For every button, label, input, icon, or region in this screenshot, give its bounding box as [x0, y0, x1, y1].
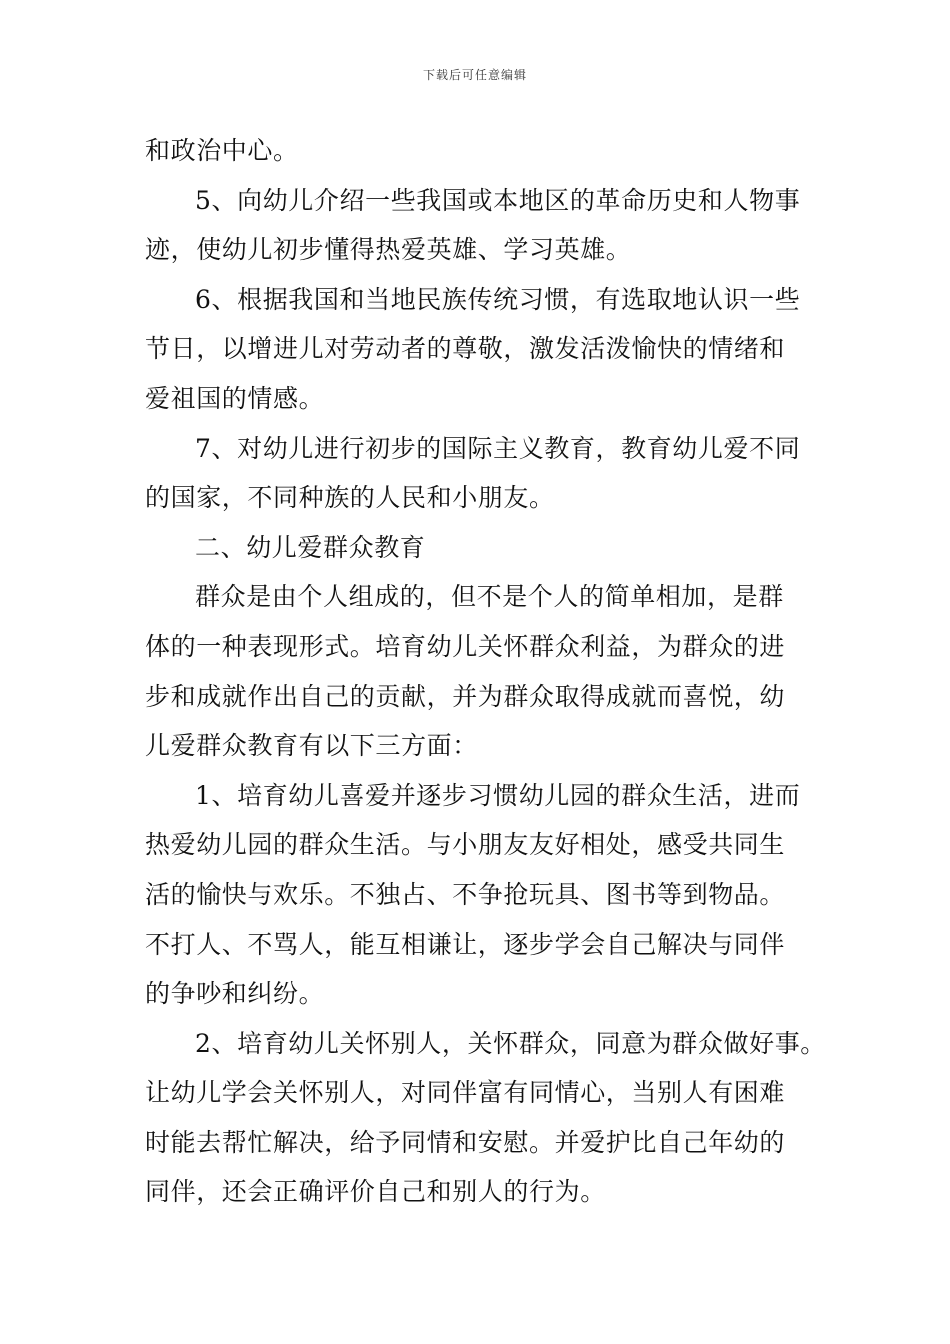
text-line: 1、培育幼儿喜爱并逐步习惯幼儿园的群众生活，进而	[195, 780, 801, 810]
text-line: 活的愉快与欢乐。不独占、不争抢玩具、图书等到物品。	[145, 879, 786, 909]
text-line: 群众是由个人组成的，但不是个人的简单相加，是群	[195, 582, 784, 612]
text-line: 的国家，不同种族的人民和小朋友。	[145, 483, 555, 513]
text-line: 时能去帮忙解决，给予同情和安慰。并爱护比自己年幼的	[145, 1127, 786, 1157]
text-line: 节日，以增进儿对劳动者的尊敬，激发活泼愉快的情绪和	[145, 334, 786, 364]
text-line: 迹，使幼儿初步懂得热爱英雄、学习英雄。	[145, 235, 632, 265]
text-line: 7、对幼儿进行初步的国际主义教育，教育幼儿爱不同	[195, 433, 801, 463]
text-line: 的争吵和纠纷。	[145, 979, 325, 1009]
text-line: 儿爱群众教育有以下三方面：	[145, 731, 478, 761]
text-line: 体的一种表现形式。培育幼儿关怀群众利益，为群众的进	[145, 631, 786, 661]
text-line: 5、向幼儿介绍一些我国或本地区的革命历史和人物事	[195, 185, 801, 215]
section-heading: 二、幼儿爱群众教育	[195, 532, 426, 562]
text-line: 热爱幼儿园的群众生活。与小朋友友好相处，感受共同生	[145, 830, 786, 860]
text-line: 同伴，还会正确评价自己和别人的行为。	[145, 1177, 606, 1207]
body-text	[145, 126, 826, 1217]
text-line: 不打人、不骂人，能互相谦让，逐步学会自己解决与同伴	[145, 929, 786, 959]
text-line: 2、培育幼儿关怀别人，关怀群众，同意为群众做好事。	[195, 1028, 826, 1058]
header-note: 下载后可任意编辑	[422, 68, 527, 82]
text-line: 爱祖国的情感。	[145, 383, 325, 413]
text-line: 步和成就作出自己的贡献，并为群众取得成就而喜悦，幼	[145, 681, 786, 711]
text-line: 和政治中心。	[145, 136, 299, 165]
text-line: 6、根据我国和当地民族传统习惯，有选取地认识一些	[195, 284, 801, 314]
text-line: 让幼儿学会关怀别人，对同伴富有同情心，当别人有困难	[145, 1078, 786, 1108]
